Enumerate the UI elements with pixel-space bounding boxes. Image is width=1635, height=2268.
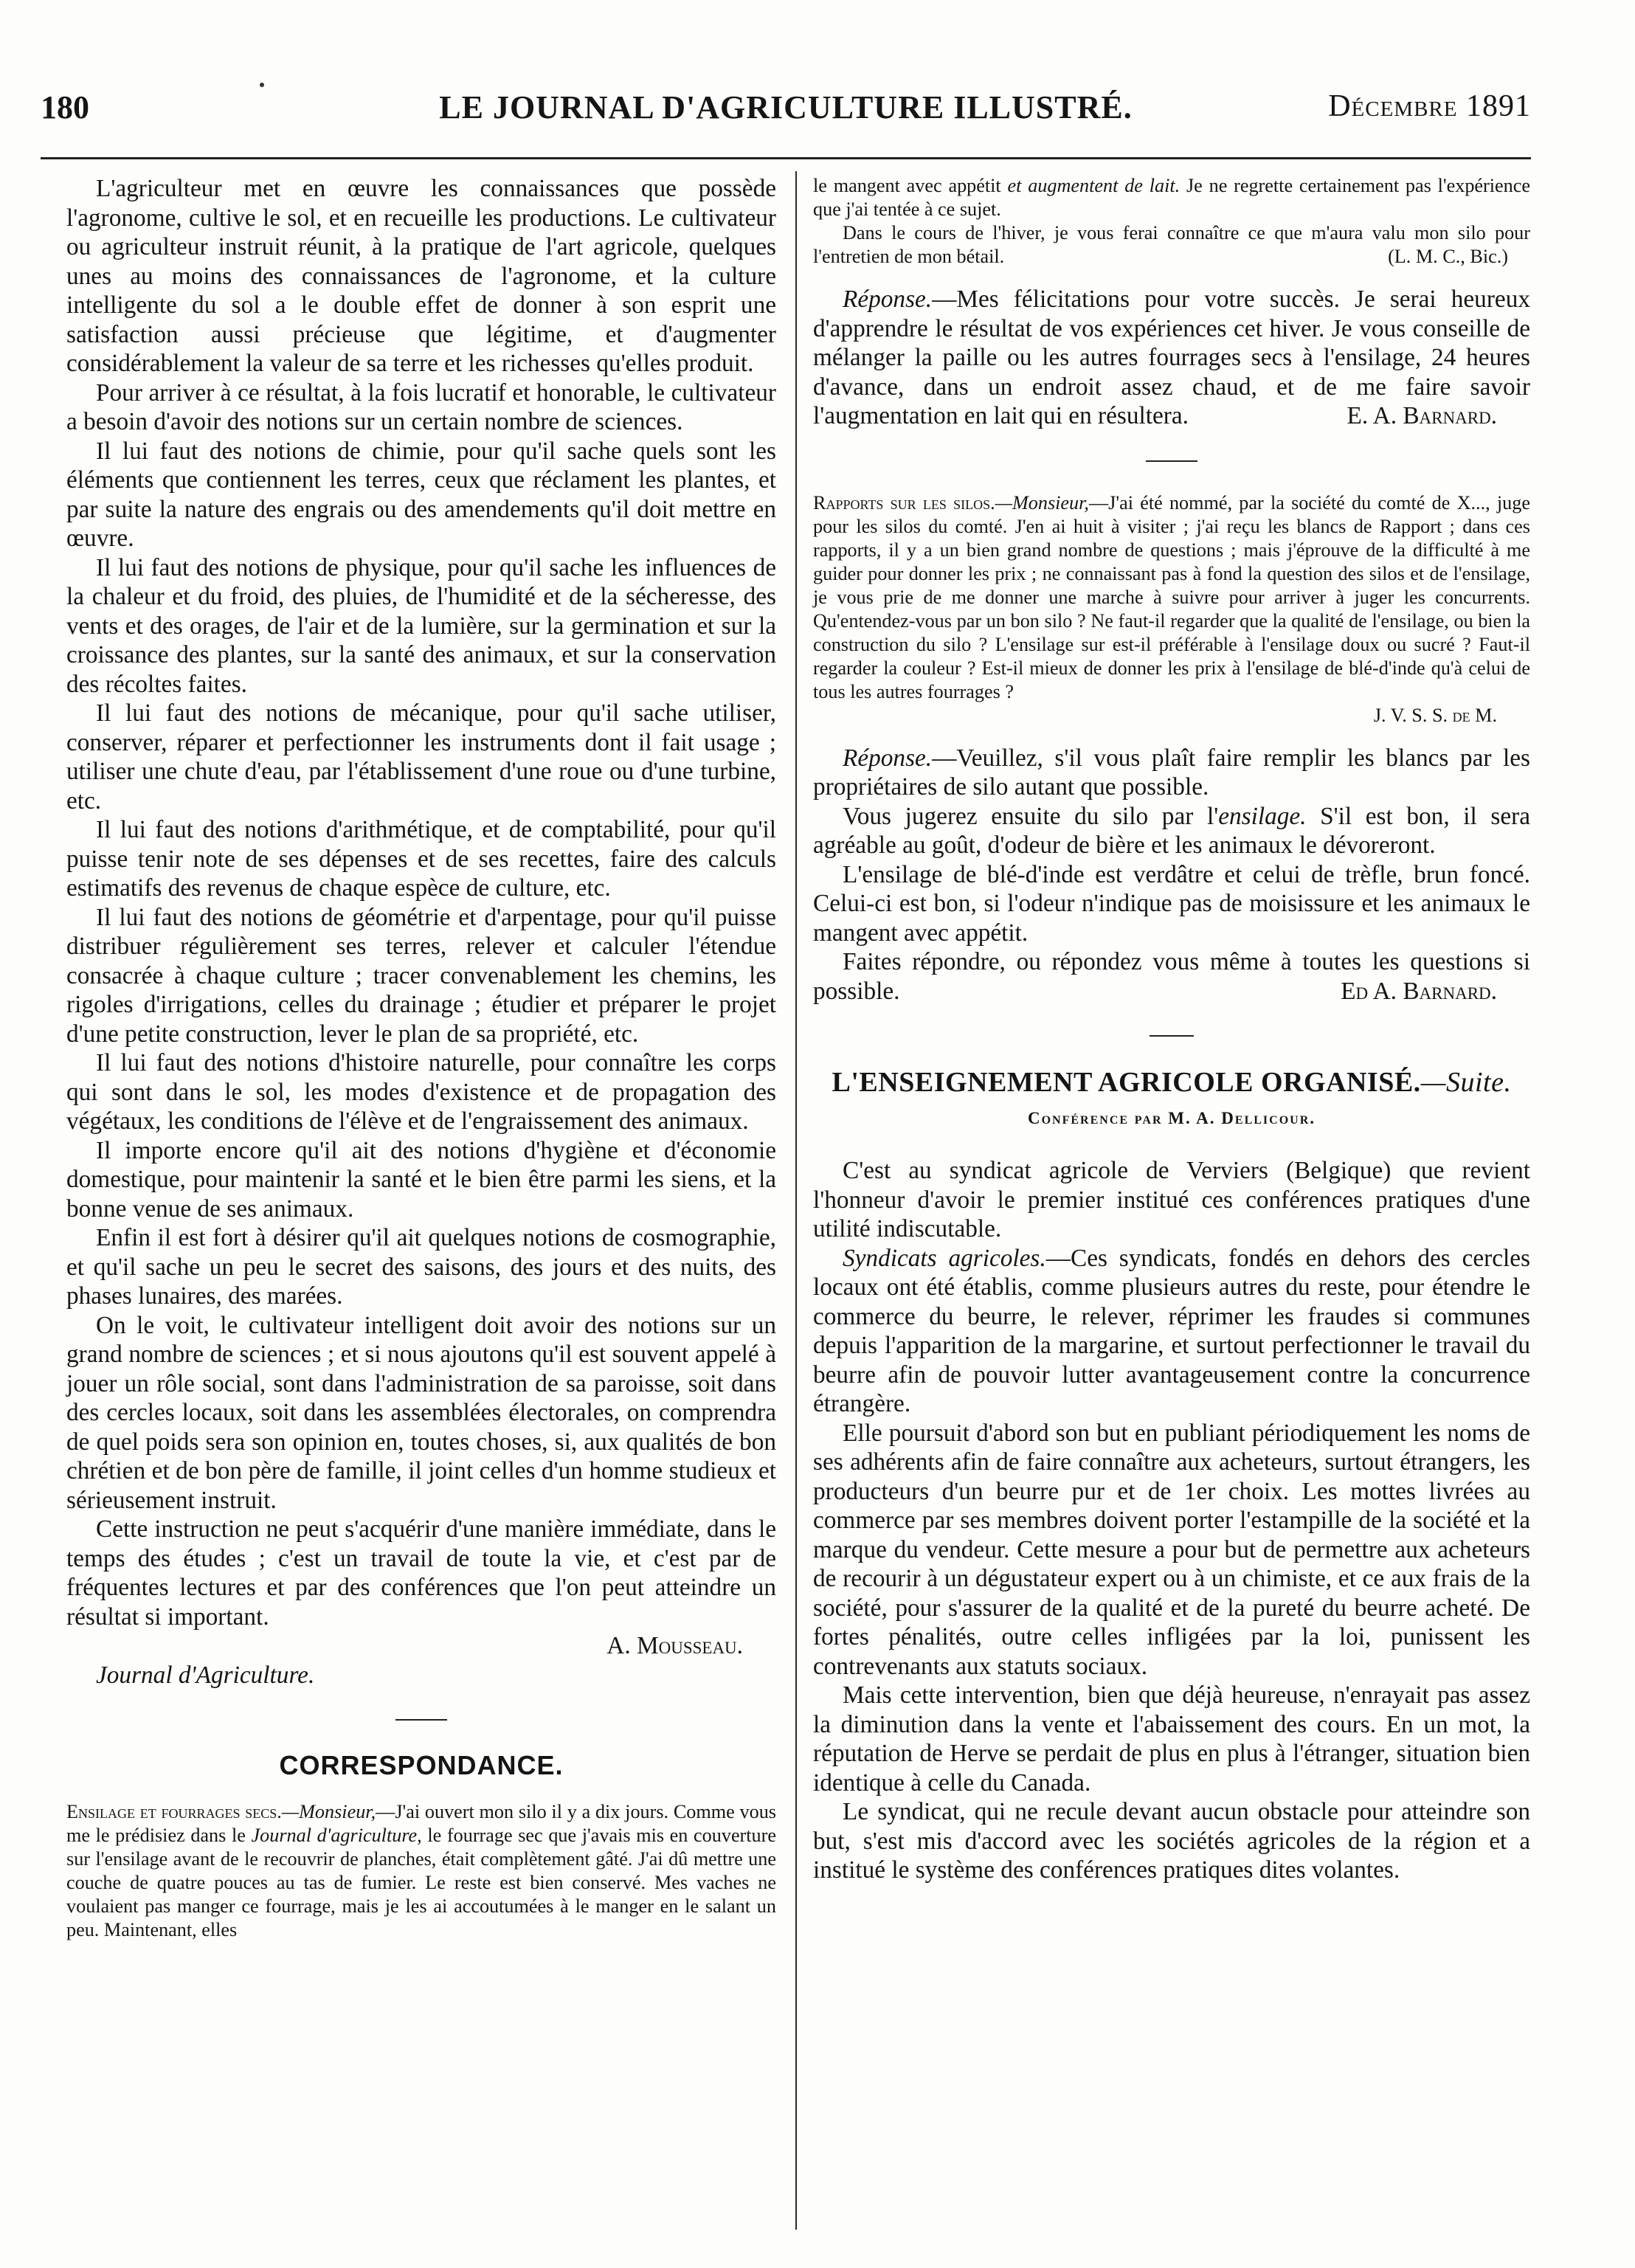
article-paragraph: C'est au syndicat agricole de Verviers (Belgique) que revient l'honneur d'avoir le premier institué ces conférences pratiques d'une utilité indiscutable. (813, 1157, 1530, 1242)
source-credit: Journal d'Agriculture. (96, 1661, 315, 1689)
letter-paragraph (813, 221, 1530, 269)
reply-paragraph: L'ensilage de blé-d'inde est verdâtre et celui de trèfle, brun foncé. Celui-ci est bon, si l'odeur n'indique pas de moisissure et les animaux le mangent avec appétit. (813, 860, 1530, 947)
letter-text: —J'ai été nommé, par la société du comté de X..., juge pour les silos du comté. J'en ai huit à visiter ; j'ai reçu les blancs de Rapport ; dans ces rapports, il y a un bien grand nombre de questions ; mais j'éprouve de la difficulté à me guider pour donner les prix ; ne connaissant pas à fond la question des silos et de l'ensilage, je vous prie de me donner une marche à suivre pour arriver à juger les concurrents. Qu'entendez-vous par un bon silo ? Ne faut-il regarder que la qualité de l'ensilage, ou bien la construction du silo ? L'ensilage sur est-il préférable à l'ensilage doux ou sucré ? Faut-il regarder la couleur ? Est-il mieux de donner les prix à l'ensilage de blé-d'inde qu'à celui de tous les autres fourrages ? (813, 491, 1530, 702)
letter-text: Je ne regrette certainement pas l'expérience que j'ai tentée à ce sujet. (813, 175, 1531, 220)
section-separator (1146, 460, 1197, 462)
article-paragraph: L'agriculteur met en œuvre les connaissances que possède l'agronome, cultive le sol, et en recueille les productions. Le cultivateur ou agriculteur instruit réunit, à la pratique de l'art agricole, quelques unes au moins des connaissances de l'agronome, et la culture intelligente du sol a le double effet de donner à son esprit une satisfaction aussi précieuse que légitime, et d'augmenter considérablement la valeur de sa terre et les richesses qu'elles produit. (66, 175, 776, 377)
letter-topic: Ensilage et fourrages secs. (66, 1801, 282, 1822)
article-paragraph: Enfin il est fort à désirer qu'il ait quelques notions de cosmographie, et qu'il sache un peu le secret des saisons, des jours et des nuits, des phases lunaires, des marées. (66, 1224, 776, 1310)
letter-text: le mangent avec appétit (813, 175, 1008, 196)
paragraph-label: Syndicats agricoles. (843, 1244, 1046, 1272)
reply-label: Réponse. (843, 286, 933, 313)
reply-paragraph (813, 744, 1530, 802)
reply-signature: Ed A. Barnard. (1341, 977, 1497, 1005)
letter-continuation (813, 174, 1530, 221)
page-number: 180 (41, 89, 89, 125)
left-column (66, 174, 776, 1942)
reply-text: Faites répondre, ou répondez vous même à toutes les questions si possible. (813, 948, 1530, 1005)
journal-reference: Journal d'agriculture, (251, 1825, 422, 1846)
issue-date: Décembre 1891 (1328, 89, 1531, 123)
article-paragraph: Mais cette intervention, bien que déjà heureuse, n'enrayait pas assez la diminution dans la vente et l'abaissement des cours. En un mot, la réputation de Herve se perdait de plus en plus à l'étranger, situation bien identique à celle du Canada. (813, 1681, 1530, 1797)
header-rule (41, 157, 1531, 159)
reply-paragraph (813, 285, 1530, 431)
article-paragraph: Il importe encore qu'il ait des notions d'hygiène et d'économie domestique, pour maintenir la santé et le bien être parmi les siens, et la bonne venue de ses animaux. (66, 1136, 776, 1223)
article-paragraph: Pour arriver à ce résultat, à la fois lucratif et honorable, le cultivateur a besoin d'avoir des notions sur un certain nombre de sciences. (66, 378, 776, 435)
letter-signature: (L. M. C., Bic.) (1388, 246, 1508, 267)
reply-text: S'il est bon, il sera agréable au goût, d'odeur de bière et les animaux le dévoreront. (813, 802, 1530, 859)
reply-label: Réponse. (843, 744, 933, 772)
author-signature: A. Mousseau. (606, 1632, 743, 1659)
section-separator (1150, 1035, 1194, 1037)
reply-text: —Mes félicitations pour votre succès. Je serai heureux d'apprendre le résultat de vos expériences cet hiver. Je vous conseille de mélanger la paille ou les autres fourrages secs à l'ensilage, 24 heures d'avance, dans un endroit assez chaud, et de me faire savoir l'augmentation en lait qui en résultera. (813, 286, 1530, 429)
heading-suffix: —Suite. (1420, 1067, 1512, 1098)
letter-salutation: —Monsieur, (281, 1801, 376, 1822)
reply-paragraph (813, 947, 1530, 1006)
letter-salutation: —Monsieur, (995, 491, 1089, 514)
ink-speck (260, 83, 264, 87)
letter-emphasis: et augmentent de lait. (1007, 175, 1181, 196)
article-text: —Ces syndicats, fondés en dehors des cercles locaux ont été établis, comme plusieurs autres du reste, pour étendre le commerce du beurre, le relever, réprimer les fraudes si communes depuis l'apparition de la margarine, et surtout perfectionner le travail du beurre afin de pouvoir lutter avantageusement contre la concurrence étrangère. (813, 1244, 1530, 1417)
letter-text: Dans le cours de l'hiver, je vous ferai connaître ce que m'aura valu mon silo pour l'entretien de mon bétail. (813, 222, 1530, 267)
column-divider (795, 171, 797, 2230)
section-separator (395, 1719, 447, 1721)
article-paragraph: Il lui faut des notions de géométrie et d'arpentage, pour qu'il puisse distribuer régulièrement ses terres, relever et calculer l'étendue consacrée à chaque culture ; tracer convenablement les chemins, les rigoles d'irrigations, celles du drainage ; étudier et préparer le projet d'une petite construction, lever le plan de sa propriété, etc. (66, 903, 776, 1048)
conference-byline: Conférence par M. A. Dellicour. (1027, 1109, 1316, 1127)
section-heading-enseignement (813, 1066, 1530, 1099)
section-heading-correspondance: CORRESPONDANCE. (279, 1750, 564, 1780)
letter-text: le fourrage sec que j'avais mis en couverture sur l'ensilage avant de le recouvrir de planches, était complètement gâté. J'ai dû mettre une couche de quatre pouces au tas de fumier. Le reste est bien conservé. Mes vaches ne voulaient pas manger ce fourrage, mais je les ai accoutumées à le manger en le salant un peu. Maintenant, elles (66, 1825, 776, 1940)
letter-text: —J'ai ouvert mon silo il y a dix jours. Comme vous me le prédisiez dans le (66, 1801, 776, 1846)
letter-topic: Rapports sur les silos. (813, 491, 995, 514)
page-header (41, 89, 1531, 140)
reply-emphasis: ensilage. (1218, 802, 1307, 830)
letter-signature: J. V. S. S. de M. (1373, 704, 1497, 726)
reply-text: —Veuillez, s'il vous plaît faire remplir les blancs par les propriétaires de silo autant que possible. (813, 744, 1530, 801)
letter-rapports (813, 491, 1530, 704)
article-paragraph: Le syndicat, qui ne recule devant aucun obstacle pour atteindre son but, s'est mis d'accord avec les sociétés agricoles de la région et a institué le système des conférences pratiques dites volantes. (813, 1798, 1530, 1884)
journal-title: LE JOURNAL D'AGRICULTURE ILLUSTRÉ. (439, 89, 1133, 125)
reply-paragraph (813, 802, 1530, 860)
reply-text: Vous jugerez ensuite du silo par l' (843, 802, 1219, 830)
article-paragraph: Il lui faut des notions de mécanique, pour qu'il sache utiliser, conserver, réparer et perfectionner les instruments dont il fait usage ; utiliser une chute d'eau, par l'établissement d'une roue ou d'une turbine, etc. (66, 699, 776, 815)
article-paragraph: Il lui faut des notions d'histoire naturelle, pour connaître les corps qui sont dans le sol, les modes d'existence et de propagation des végétaux, les conditions de l'élève et de l'engraissement des animaux. (66, 1049, 776, 1135)
article-paragraph: On le voit, le cultivateur intelligent doit avoir des notions sur un grand nombre de sciences ; et si nous ajoutons qu'il est souvent appelé à jouer un rôle social, sont dans l'administration de sa paroisse, soit dans des cercles locaux, soit dans les assemblées électorales, on comprendra de quel poids sera son opinion en, toutes choses, si, aux qualités de bon chrétien et de bon père de famille, il joint celles d'un homme studieux et sérieusement instruit. (66, 1311, 776, 1514)
article-paragraph: Il lui faut des notions d'arithmétique, et de comptabilité, pour qu'il puisse tenir note de ses dépenses et de ses recettes, faire des calculs estimatifs des revenus de chaque espèce de culture, etc. (66, 816, 776, 902)
article-paragraph: Il lui faut des notions de physique, pour qu'il sache les influences de la chaleur et du froid, des pluies, de l'humidité et de la sécheresse, des vents et des orages, de l'air et de la lumière, sur la germination et sur la croissance des plantes, sur la santé des animaux, et sur la conservation des récoltes faites. (66, 553, 776, 698)
article-paragraph: Cette instruction ne peut s'acquérir d'une manière immédiate, dans le temps des études ; c'est un travail de toute la vie, et c'est par de fréquentes lectures et par des conférences que l'on peut atteindre un résultat si important. (66, 1515, 776, 1631)
letter-ensilage (66, 1800, 776, 1942)
right-column (813, 174, 1530, 1885)
article-paragraph: Il lui faut des notions de chimie, pour qu'il sache quels sont les éléments que contiennent les terres, ceux que réclament les plantes, et par suite la nature des engrais ou des amendements qu'il doit mettre en œuvre. (66, 437, 776, 552)
reply-signature: E. A. Barnard. (1347, 402, 1497, 429)
article-paragraph: Elle poursuit d'abord son but en publiant périodiquement les noms de ses adhérents afin de faire connaître aux acheteurs, surtout étrangers, les producteurs d'un beurre pur et de 1er choix. Les mottes livrées au commerce par ses membres doivent porter l'estampille de la société et la marque du vendeur. Cette mesure a pour but de permettre aux acheteurs de recourir à un dégustateur expert ou à un chimiste, et ce aux frais de la société, pour s'assurer de la qualité et de la pureté du beurre acheté. De fortes pénalités, outre celles infligées par la loi, punissent les contrevenants aux statuts sociaux. (813, 1419, 1530, 1680)
article-paragraph (813, 1244, 1530, 1419)
heading-text: L'ENSEIGNEMENT AGRICOLE ORGANISÉ. (832, 1067, 1421, 1098)
